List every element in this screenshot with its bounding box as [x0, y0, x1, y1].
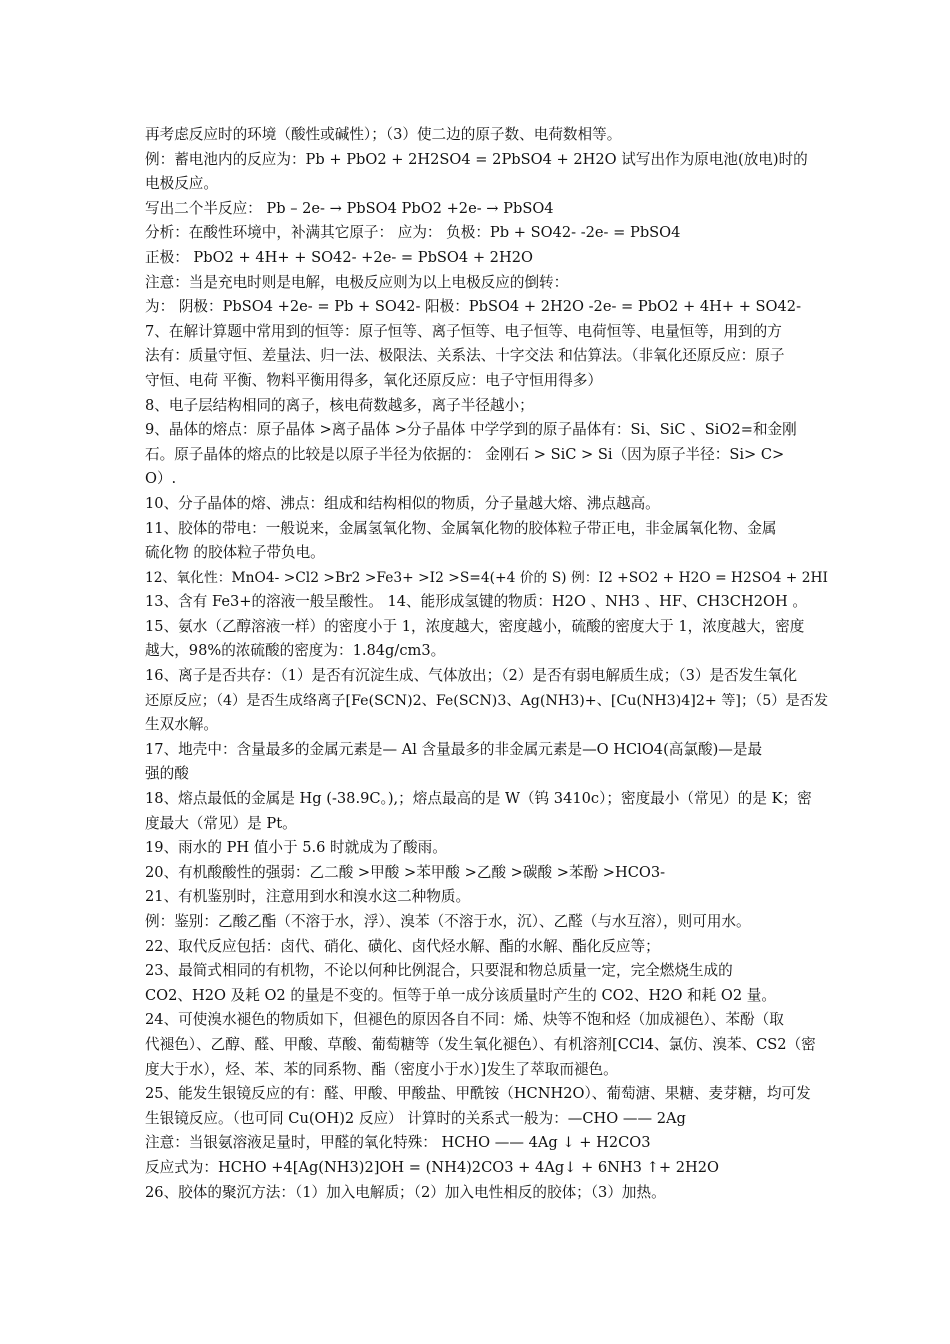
text-line: 度大于水），烃、苯、苯的同系物、酯（密度小于水）]发生了萃取而褪色。 [145, 1060, 618, 1078]
text-line: 例：蓄电池内的反应为：Pb + PbO2 + 2H2SO4 = 2PbSO4 + 2H2O 试写出作为原电池(放电)时的 [145, 150, 808, 168]
text-line: 强的酸 [145, 765, 189, 783]
text-line: 23、最简式相同的有机物，不论以何种比例混合，只要混和物总质量一定，完全燃烧生成的 [145, 962, 733, 980]
text-line: 电极反应。 [145, 175, 218, 193]
text-line: 生双水解。 [145, 716, 218, 734]
text-line: CO2、H2O 及耗 O2 的量是不变的。恒等于单一成分该质量时产生的 CO2、H2O 和耗 O2 量。 [145, 986, 776, 1004]
text-line: 写出二个半反应： Pb – 2e- → PbSO4 PbO2 +2e- → PbSO4 [145, 199, 554, 217]
text-line: 代褪色）、乙醇、醛、甲酸、草酸、葡萄糖等（发生氧化褪色）、有机溶剂[CCl4、氯仿、溴苯、CS2（密 [145, 1035, 816, 1053]
text-line: 度最大（常见）是 Pt。 [145, 814, 297, 832]
text-line: 9、晶体的熔点：原子晶体 >离子晶体 >分子晶体 中学学到的原子晶体有：Si、SiC 、SiO2=和金刚 [145, 421, 797, 439]
text-line: 10、分子晶体的熔、沸点：组成和结构相似的物质，分子量越大熔、沸点越高。 [145, 494, 660, 512]
text-line: 法有：质量守恒、差量法、归一法、极限法、关系法、十字交法 和估算法。（非氧化还原反应：原子 [145, 347, 785, 365]
document-body [145, 123, 837, 1205]
text-line: O）. [145, 470, 177, 488]
text-line: 16、离子是否共存：（1）是否有沉淀生成、气体放出；（2）是否有弱电解质生成；（3）是否发生氧化 [145, 667, 798, 685]
text-line: 24、可使溴水褪色的物质如下，但褪色的原因各自不同：烯、炔等不饱和烃（加成褪色）、苯酚（取 [145, 1011, 784, 1029]
text-line: 为： 阴极：PbSO4 +2e- = Pb + SO42- 阳极：PbSO4 + 2H2O -2e- = PbO2 + 4H+ + SO42- [145, 298, 802, 316]
text-line: 越大，98%的浓硫酸的密度为：1.84g/cm3。 [145, 642, 446, 660]
text-line: 还原反应；（4）是否生成络离子[Fe(SCN)2、Fe(SCN)3、Ag(NH3)+、[Cu(NH3)4]2+ 等]；（5）是否发 [145, 692, 829, 709]
text-line: 生银镜反应。（也可同 Cu(OH)2 反应） 计算时的关系式一般为：—CHO —— 2Ag [145, 1109, 686, 1127]
text-line: 石。原子晶体的熔点的比较是以原子半径为依据的： 金刚石 > SiC > Si（因为原子半径：Si> C> [145, 445, 785, 463]
text-line: 19、雨水的 PH 值小于 5.6 时就成为了酸雨。 [145, 839, 447, 857]
text-line: 反应式为：HCHO +4[Ag(NH3)2]OH = (NH4)2CO3 + 4Ag↓ + 6NH3 ↑+ 2H2O [145, 1158, 719, 1176]
text-line: 25、能发生银镜反应的有：醛、甲酸、甲酸盐、甲酰铵（HCNH2O）、葡萄溏、果糖、麦芽糖，均可发 [145, 1085, 811, 1103]
text-line: 注意：当是充电时则是电解，电极反应则为以上电极反应的倒转： [145, 273, 569, 291]
text-line: 正极： PbO2 + 4H+ + SO42- +2e- = PbSO4 + 2H2O [145, 248, 533, 266]
text-line: 15、氨水（乙醇溶液一样）的密度小于 1，浓度越大，密度越小，硫酸的密度大于 1，浓度越大，密度 [145, 617, 805, 635]
text-line: 26、胶体的聚沉方法：（1）加入电解质；（2）加入电性相反的胶体；（3）加热。 [145, 1183, 666, 1201]
text-line: 再考虑反应时的环境（酸性或碱性）；（3）使二边的原子数、电荷数相等。 [145, 126, 622, 143]
text-line: 硫化物 的胶体粒子带负电。 [145, 544, 325, 562]
text-line: 18、熔点最低的金属是 Hg (-38.9C。),；熔点最高的是 W（钨 3410c）；密度最小（常见）的是 K；密 [145, 790, 812, 808]
text-line: 注意：当银氨溶液足量时，甲醛的氧化特殊： HCHO —— 4Ag ↓ + H2CO3 [145, 1134, 651, 1152]
text-line: 12、氧化性：MnO4- >Cl2 >Br2 >Fe3+ >I2 >S=4(+4 价的 S) 例：I2 +SO2 + H2O = H2SO4 + 2HI [145, 569, 828, 586]
text-line: 17、地壳中：含量最多的金属元素是— Al 含量最多的非金属元素是—O HClO4(高氯酸)—是最 [145, 740, 763, 758]
text-line: 21、有机鉴别时，注意用到水和溴水这二种物质。 [145, 888, 471, 906]
text-line: 22、取代反应包括：卤代、硝化、磺化、卤代烃水解、酯的水解、酯化反应等； [145, 937, 660, 955]
text-line: 13、含有 Fe3+的溶液一般呈酸性。 14、能形成氢键的物质：H2O 、NH3 、HF、CH3CH2OH 。 [145, 593, 807, 611]
text-line: 分析：在酸性环境中，补满其它原子： 应为： 负极：Pb + SO42- -2e- = PbSO4 [145, 224, 681, 242]
text-line: 20、有机酸酸性的强弱：乙二酸 >甲酸 >苯甲酸 >乙酸 >碳酸 >苯酚 >HCO3- [145, 863, 666, 881]
text-line: 11、胶体的带电：一般说来，金属氢氧化物、金属氧化物的胶体粒子带正电，非金属氧化物、金属 [145, 519, 777, 537]
text-line: 8、电子层结构相同的离子，核电荷数越多，离子半径越小； [145, 396, 534, 414]
text-line: 7、在解计算题中常用到的恒等：原子恒等、离子恒等、电子恒等、电荷恒等、电量恒等，用到的方 [145, 322, 782, 340]
text-line: 守恒、电荷 平衡、物料平衡用得多，氧化还原反应：电子守恒用得多） [145, 371, 603, 389]
text-line: 例：鉴别：乙酸乙酯（不溶于水，浮）、溴苯（不溶于水，沉）、乙醛（与水互溶），则可用水。 [145, 913, 751, 930]
